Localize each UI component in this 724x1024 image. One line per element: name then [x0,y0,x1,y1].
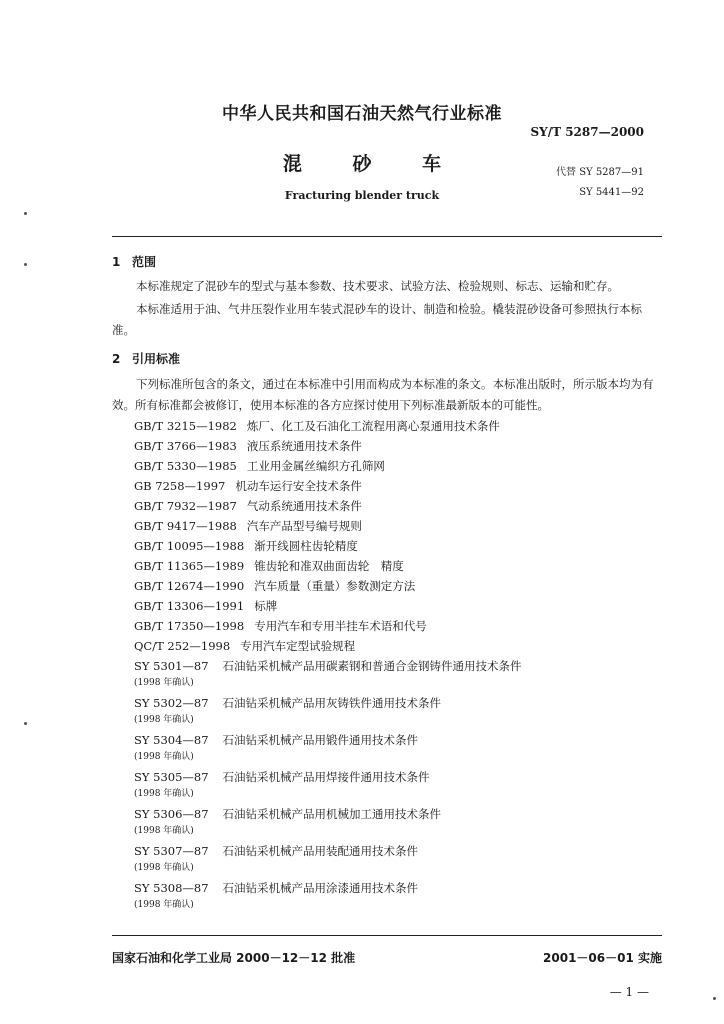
reference-title: 汽车质量（重量）参数测定方法 [254,579,416,593]
reference-item [134,616,654,636]
issuing-organization: 中华人民共和国石油天然气行业标准 [222,104,502,124]
reference-item [134,516,654,536]
reference-code: GB/T 5330—1985 [134,459,237,473]
section-1-heading [112,253,156,270]
section-1-paragraph-2-text: 本标准适用于油、气井压裂作业用车装式混砂车的设计、制造和检验。橇装混砂设备可参照执行本标准。 [112,302,642,337]
section-2-intro [112,374,664,416]
reference-title: 气动系统通用技术条件 [246,499,362,513]
document-title: 混 砂 车 [282,153,464,175]
reconfirmation-note: (1998 年确认) [134,863,194,873]
reference-title: 石油钻采机械产品用碳素钢和普通合金钢铸件通用技术条件 [222,659,522,673]
reference-title: 汽车产品型号编号规则 [246,519,362,533]
section-1-paragraph-2 [112,299,664,341]
reference-item [134,416,654,436]
sy-reference-group [134,656,654,915]
reference-code: GB/T 3215—1982 [134,419,237,433]
section-1-paragraph-1 [112,276,664,297]
reference-item [134,476,654,496]
reconfirmation-note: (1998 年确认) [134,715,194,725]
reference-code: SY 5307—87 [134,844,209,858]
section-1-number: 1 [112,255,121,269]
reference-item [134,576,654,596]
footer-divider [112,935,662,936]
reference-code: GB 7258—1997 [134,479,226,493]
reference-code: GB/T 13306—1991 [134,599,245,613]
replaces-line-2: SY 5441—92 [579,187,644,198]
sy-reference-item [134,804,654,824]
section-2-intro-text: 下列标准所包含的条文，通过在本标准中引用而构成为本标准的条文。本标准出版时，所示版本均为有效。所有标准都会被修订，使用本标准的各方应探讨使用下列标准最新版本的可能性。 [112,377,654,412]
sy-reference-item [134,841,654,861]
reconfirmation-note: (1998 年确认) [134,900,194,910]
approval-statement: 国家石油和化学工业局 2000－12－12 批准 [112,951,356,965]
scan-speck [24,722,27,725]
reference-item [134,436,654,456]
reference-code: SY 5306—87 [134,807,209,821]
reference-title: 石油钻采机械产品用锻件通用技术条件 [222,733,419,747]
section-1-title: 范围 [132,255,157,269]
scan-speck [24,263,27,266]
reference-code: GB/T 11365—1989 [134,559,245,573]
reference-list [134,416,654,915]
reference-item [134,636,654,656]
section-2-heading [112,350,180,367]
reconfirmation-note: (1998 年确认) [134,826,194,836]
reference-code: SY 5302—87 [134,696,209,710]
scan-speck [24,212,27,215]
reference-title: 工业用金属丝编织方孔筛网 [246,459,385,473]
reconfirmation-note: (1998 年确认) [134,789,194,799]
reference-title: 石油钻采机械产品用机械加工通用技术条件 [222,807,442,821]
header-divider [112,236,662,237]
reference-title: 锥齿轮和准双曲面齿轮 精度 [254,559,404,573]
implementation-date: 2001－06－01 实施 [543,951,662,965]
reference-item [134,536,654,556]
reference-item [134,556,654,576]
reference-code: QC/T 252—1998 [134,639,231,653]
scan-speck [713,997,716,1000]
reference-title: 炼厂、化工及石油化工流程用离心泵通用技术条件 [246,419,500,433]
reference-title: 石油钻采机械产品用装配通用技术条件 [222,844,419,858]
standard-code: SY/T 5287—2000 [530,125,644,139]
reference-code: GB/T 17350—1998 [134,619,245,633]
section-1-paragraph-1-text: 本标准规定了混砂车的型式与基本参数、技术要求、试验方法、检验规则、标志、运输和贮存。 [136,279,619,293]
reference-code: GB/T 7932—1987 [134,499,237,513]
reference-title: 渐开线圆柱齿轮精度 [254,539,358,553]
reference-title: 专用汽车定型试验规程 [240,639,356,653]
reference-title: 石油钻采机械产品用涂漆通用技术条件 [222,881,419,895]
replaces-line-1: 代替 SY 5287—91 [556,167,644,178]
reference-title: 石油钻采机械产品用灰铸铁件通用技术条件 [222,696,442,710]
reference-code: SY 5308—87 [134,881,209,895]
reconfirmation-note: (1998 年确认) [134,752,194,762]
sy-reference-item [134,693,654,713]
reference-code: SY 5301—87 [134,659,209,673]
reference-title: 专用汽车和专用半挂车术语和代号 [254,619,427,633]
reconfirmation-note: (1998 年确认) [134,678,194,688]
reference-title: 机动车运行安全技术条件 [235,479,362,493]
sy-reference-item [134,730,654,750]
page-number: — 1 — [609,985,649,999]
reference-title: 液压系统通用技术条件 [246,439,362,453]
sy-reference-item [134,878,654,898]
section-2-title: 引用标准 [132,352,181,366]
reference-item [134,456,654,476]
reference-code: SY 5304—87 [134,733,209,747]
reference-item [134,596,654,616]
reference-code: GB/T 9417—1988 [134,519,237,533]
reference-title: 标牌 [254,599,278,613]
sy-reference-item [134,767,654,787]
reference-code: SY 5305—87 [134,770,209,784]
reference-code: GB/T 10095—1988 [134,539,245,553]
section-2-number: 2 [112,352,121,366]
gb-reference-group [134,416,654,656]
sy-reference-item [134,656,654,676]
reference-code: GB/T 3766—1983 [134,439,237,453]
reference-title: 石油钻采机械产品用焊接件通用技术条件 [222,770,430,784]
reference-item [134,496,654,516]
english-title: Fracturing blender truck [284,189,440,202]
reference-code: GB/T 12674—1990 [134,579,245,593]
